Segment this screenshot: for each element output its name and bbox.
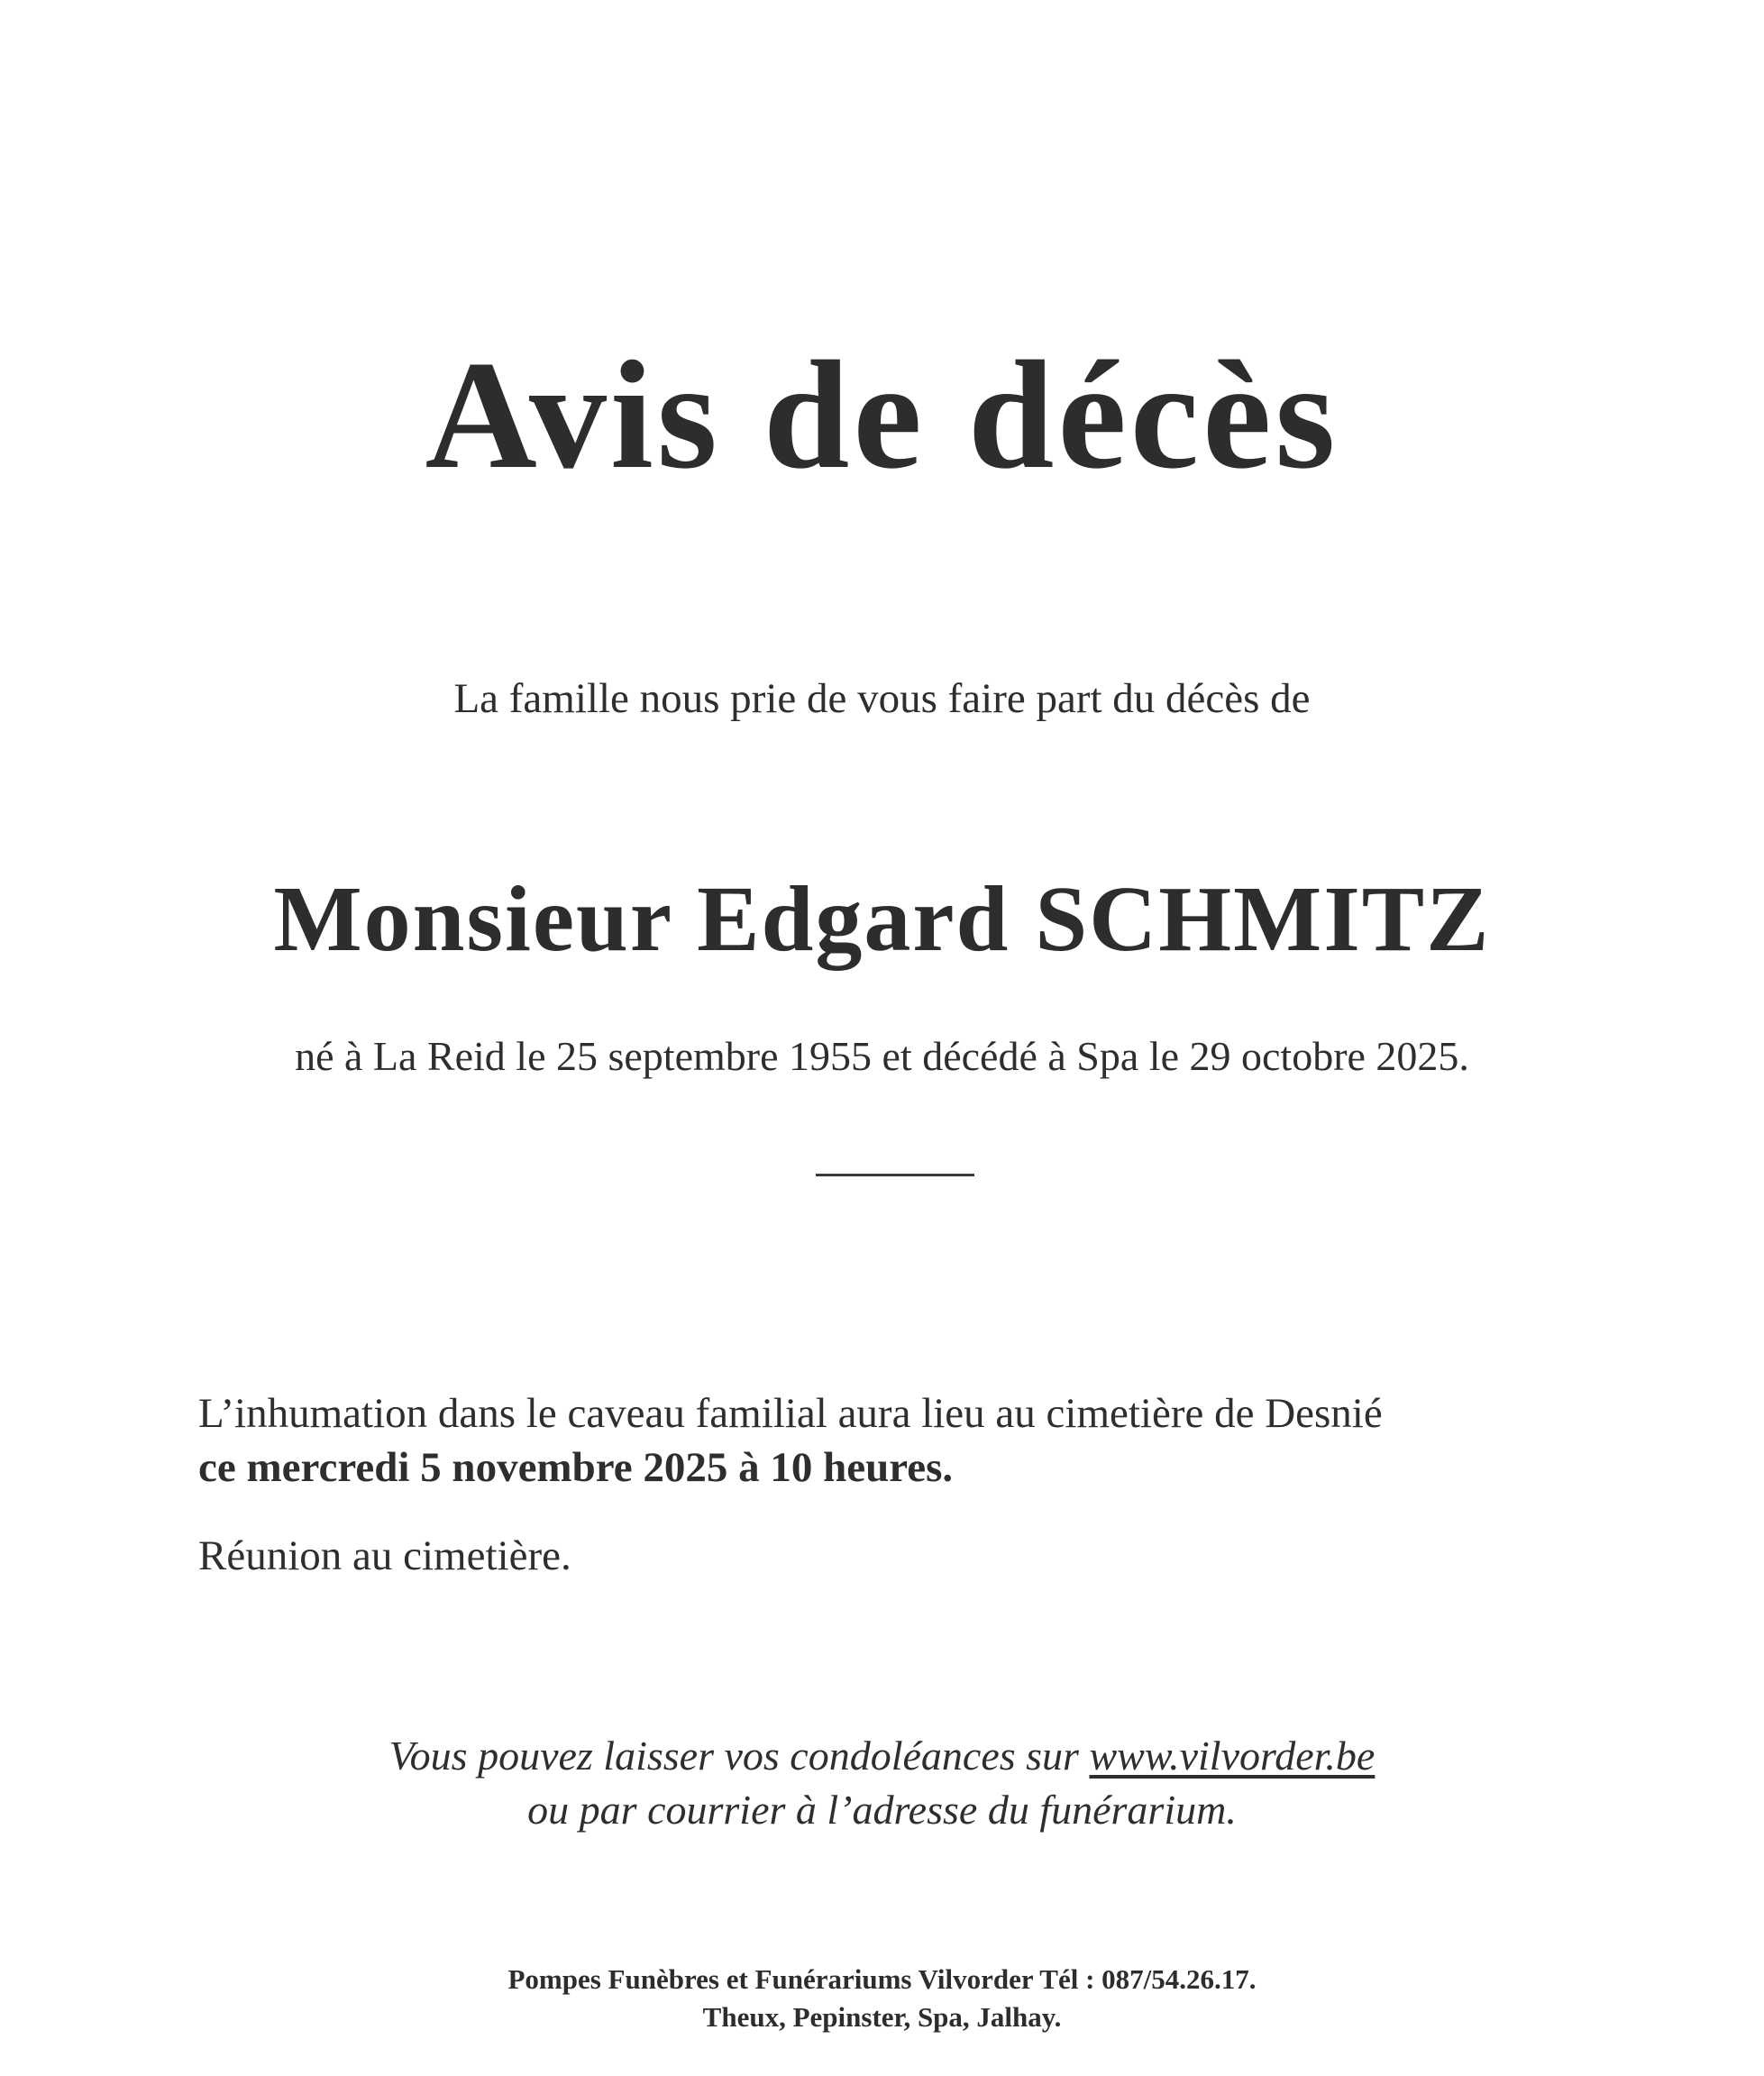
funeral-home-locations: Theux, Pepinster, Spa, Jalhay. bbox=[702, 2001, 1062, 2033]
website-link[interactable]: www.vilvorder.be bbox=[1089, 1733, 1376, 1779]
notice-title: Avis de décès bbox=[425, 330, 1339, 501]
divider-line bbox=[816, 1174, 974, 1176]
birth-death-dates: né à La Reid le 25 septembre 1955 et décédé à Spa le 29 octobre 2025. bbox=[295, 1033, 1469, 1079]
meeting-note: Réunion au cimetière. bbox=[198, 1532, 571, 1579]
deceased-name: Monsieur Edgard SCHMITZ bbox=[273, 867, 1491, 971]
condolences-line-2: ou par courrier à l’adresse du funérarium. bbox=[527, 1787, 1237, 1833]
condolences-note bbox=[0, 1729, 1764, 1837]
burial-location: L’inhumation dans le caveau familial aura lieu au cimetière de Desnié bbox=[198, 1390, 1383, 1437]
funeral-home-footer bbox=[0, 1961, 1764, 2036]
condolences-line-1 bbox=[0, 1729, 1764, 1783]
funeral-home-contact: Pompes Funèbres et Funérariums Vilvorder Tél : 087/54.26.17. bbox=[507, 1963, 1257, 1995]
notice-intro: La famille nous prie de vous faire part du décès de bbox=[453, 675, 1311, 722]
condolences-prefix: Vous pouvez laisser vos condoléances sur bbox=[388, 1733, 1079, 1779]
burial-datetime: ce mercredi 5 novembre 2025 à 10 heures. bbox=[198, 1444, 954, 1491]
burial-info bbox=[198, 1386, 1383, 1495]
